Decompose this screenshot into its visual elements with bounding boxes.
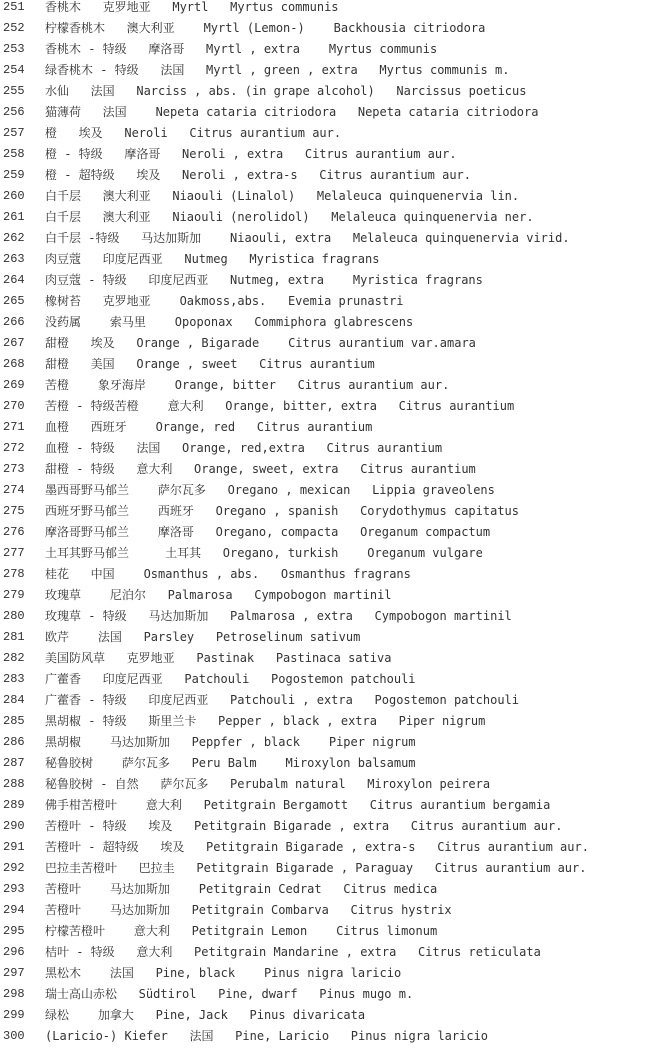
line-number: 268 bbox=[3, 357, 25, 371]
entry-text: 墨西哥野马郁兰 萨尔瓦多 Oregano , mexican Lippia graveolens bbox=[45, 483, 495, 497]
entry-text: 摩洛哥野马郁兰 摩洛哥 Oregano, compacta Oreganum compactum bbox=[45, 525, 491, 539]
entry-text: 白千层 -特级 马达加斯加 Niaouli, extra Melaleuca quinquenervia virid. bbox=[45, 231, 570, 245]
entry-text: 西班牙野马郁兰 西班牙 Oregano , spanish Corydothymus capitatus bbox=[45, 504, 520, 518]
entry-text: 橙 - 超特级 埃及 Neroli , extra-s Citrus aurantium aur. bbox=[45, 168, 472, 182]
list-item bbox=[0, 270, 667, 291]
line-number: 282 bbox=[3, 651, 25, 665]
entry-text: 白千层 澳大利亚 Niaouli (Linalol) Melaleuca quinquenervia lin. bbox=[45, 189, 520, 203]
entry-text: 水仙 法国 Narciss , abs. (in grape alcohol) Narcissus poeticus bbox=[45, 84, 527, 98]
entry-text: 甜橙 埃及 Orange , Bigarade Citrus aurantium var.amara bbox=[45, 336, 476, 350]
list-item bbox=[0, 0, 667, 18]
list-item bbox=[0, 795, 667, 816]
line-number: 253 bbox=[3, 42, 25, 56]
entry-text: 苦橙 - 特级苦橙 意大利 Orange, bitter, extra Citrus aurantium bbox=[45, 399, 515, 413]
entry-text: 黑胡椒 - 特级 斯里兰卡 Pepper , black , extra Piper nigrum bbox=[45, 714, 486, 728]
entry-text: 苦橙叶 - 超特级 埃及 Petitgrain Bigarade , extra-s Citrus aurantium aur. bbox=[45, 840, 589, 854]
line-number: 284 bbox=[3, 693, 25, 707]
list-item bbox=[0, 102, 667, 123]
line-number: 283 bbox=[3, 672, 25, 686]
list-item bbox=[0, 1005, 667, 1026]
entry-text: 欧芹 法国 Parsley Petroselinum sativum bbox=[45, 630, 361, 644]
list-item bbox=[0, 375, 667, 396]
entry-text: 白千层 澳大利亚 Niaouli (nerolidol) Melaleuca quinquenervia ner. bbox=[45, 210, 534, 224]
line-number: 266 bbox=[3, 315, 25, 329]
line-number: 254 bbox=[3, 63, 25, 77]
line-number: 261 bbox=[3, 210, 25, 224]
list-item bbox=[0, 858, 667, 879]
list-item bbox=[0, 39, 667, 60]
entry-text: (Laricio-) Kiefer 法国 Pine, Laricio Pinus nigra laricio bbox=[45, 1029, 489, 1043]
line-number: 258 bbox=[3, 147, 25, 161]
entry-text: 苦橙叶 马达加斯加 Petitgrain Combarva Citrus hystrix bbox=[45, 903, 452, 917]
entry-text: 血橙 西班牙 Orange, red Citrus aurantium bbox=[45, 420, 373, 434]
list-item bbox=[0, 144, 667, 165]
entry-text: 黑松木 法国 Pine, black Pinus nigra laricio bbox=[45, 966, 402, 980]
line-number: 275 bbox=[3, 504, 25, 518]
entry-text: 甜橙 - 特级 意大利 Orange, sweet, extra Citrus aurantium bbox=[45, 462, 476, 476]
entry-text: 秘鲁胶树 萨尔瓦多 Peru Balm Miroxylon balsamum bbox=[45, 756, 416, 770]
entry-text: 佛手柑苦橙叶 意大利 Petitgrain Bergamott Citrus aurantium bergamia bbox=[45, 798, 551, 812]
list-item bbox=[0, 186, 667, 207]
line-number: 251 bbox=[3, 0, 25, 14]
line-number: 252 bbox=[3, 21, 25, 35]
line-number: 269 bbox=[3, 378, 25, 392]
list-item bbox=[0, 312, 667, 333]
list-item bbox=[0, 417, 667, 438]
list-item bbox=[0, 501, 667, 522]
entry-text: 苦橙叶 马达加斯加 Petitgrain Cedrat Citrus medica bbox=[45, 882, 438, 896]
entry-text: 柠檬香桃木 澳大利亚 Myrtl (Lemon-) Backhousia citriodora bbox=[45, 21, 486, 35]
line-number: 286 bbox=[3, 735, 25, 749]
line-number: 277 bbox=[3, 546, 25, 560]
line-number: 260 bbox=[3, 189, 25, 203]
list-item bbox=[0, 333, 667, 354]
line-number: 278 bbox=[3, 567, 25, 581]
line-number: 267 bbox=[3, 336, 25, 350]
list-item bbox=[0, 942, 667, 963]
entry-text: 玫瑰草 - 特级 马达加斯加 Palmarosa , extra Cympobogon martinil bbox=[45, 609, 512, 623]
list-item bbox=[0, 354, 667, 375]
entry-text: 广藿香 - 特级 印度尼西亚 Patchouli , extra Pogostemon patchouli bbox=[45, 693, 520, 707]
list-item bbox=[0, 879, 667, 900]
entry-text: 没药属 索马里 Opoponax Commiphora glabrescens bbox=[45, 315, 414, 329]
entry-text: 柠檬苦橙叶 意大利 Petitgrain Lemon Citrus limonum bbox=[45, 924, 438, 938]
entry-text: 苦橙 象牙海岸 Orange, bitter Citrus aurantium aur. bbox=[45, 378, 450, 392]
line-number: 297 bbox=[3, 966, 25, 980]
line-number: 256 bbox=[3, 105, 25, 119]
list-item bbox=[0, 648, 667, 669]
line-number: 262 bbox=[3, 231, 25, 245]
line-number: 289 bbox=[3, 798, 25, 812]
entry-text: 美国防风草 克罗地亚 Pastinak Pastinaca sativa bbox=[45, 651, 392, 665]
list-item bbox=[0, 459, 667, 480]
line-number: 274 bbox=[3, 483, 25, 497]
list-item bbox=[0, 753, 667, 774]
entry-text: 香桃木 克罗地亚 Myrtl Myrtus communis bbox=[45, 0, 339, 14]
list-item bbox=[0, 816, 667, 837]
line-number: 291 bbox=[3, 840, 25, 854]
line-number: 281 bbox=[3, 630, 25, 644]
line-number: 264 bbox=[3, 273, 25, 287]
list-item bbox=[0, 165, 667, 186]
entry-text: 血橙 - 特级 法国 Orange, red,extra Citrus aurantium bbox=[45, 441, 443, 455]
entry-text: 猫薄荷 法国 Nepeta cataria citriodora Nepeta cataria citriodora bbox=[45, 105, 539, 119]
line-number: 273 bbox=[3, 462, 25, 476]
line-number: 272 bbox=[3, 441, 25, 455]
list-item bbox=[0, 522, 667, 543]
list-item bbox=[0, 18, 667, 39]
line-number: 288 bbox=[3, 777, 25, 791]
line-number: 257 bbox=[3, 126, 25, 140]
list-item bbox=[0, 900, 667, 921]
list-item bbox=[0, 207, 667, 228]
list-item bbox=[0, 669, 667, 690]
list-item bbox=[0, 438, 667, 459]
entry-text: 广藿香 印度尼西亚 Patchouli Pogostemon patchouli bbox=[45, 672, 416, 686]
entry-text: 绿香桃木 - 特级 法国 Myrtl , green , extra Myrtus communis m. bbox=[45, 63, 510, 77]
list-item bbox=[0, 480, 667, 501]
line-number: 265 bbox=[3, 294, 25, 308]
entry-text: 苦橙叶 - 特级 埃及 Petitgrain Bigarade , extra Citrus aurantium aur. bbox=[45, 819, 563, 833]
line-number: 290 bbox=[3, 819, 25, 833]
list-item bbox=[0, 396, 667, 417]
line-number: 271 bbox=[3, 420, 25, 434]
line-number: 270 bbox=[3, 399, 25, 413]
list-item bbox=[0, 228, 667, 249]
entry-text: 土耳其野马郁兰 土耳其 Oregano, turkish Oreganum vulgare bbox=[45, 546, 483, 560]
entry-text: 黑胡椒 马达加斯加 Peppfer , black Piper nigrum bbox=[45, 735, 416, 749]
entry-text: 桂花 中国 Osmanthus , abs. Osmanthus fragrans bbox=[45, 567, 411, 581]
line-number: 292 bbox=[3, 861, 25, 875]
list-item bbox=[0, 81, 667, 102]
list-item bbox=[0, 564, 667, 585]
list-item bbox=[0, 585, 667, 606]
list-item bbox=[0, 984, 667, 1005]
entry-text: 桔叶 - 特级 意大利 Petitgrain Mandarine , extra Citrus reticulata bbox=[45, 945, 541, 959]
line-number: 295 bbox=[3, 924, 25, 938]
entry-text: 绿松 加拿大 Pine, Jack Pinus divaricata bbox=[45, 1008, 366, 1022]
list-item bbox=[0, 963, 667, 984]
line-number: 259 bbox=[3, 168, 25, 182]
list-item bbox=[0, 921, 667, 942]
list-item bbox=[0, 543, 667, 564]
list-item bbox=[0, 711, 667, 732]
entry-text: 橡树苔 克罗地亚 Oakmoss,abs. Evemia prunastri bbox=[45, 294, 404, 308]
entry-text: 甜橙 美国 Orange , sweet Citrus aurantium bbox=[45, 357, 375, 371]
entry-text: 香桃木 - 特级 摩洛哥 Myrtl , extra Myrtus communis bbox=[45, 42, 438, 56]
line-number: 296 bbox=[3, 945, 25, 959]
entry-text: 肉豆蔻 印度尼西亚 Nutmeg Myristica fragrans bbox=[45, 252, 380, 266]
entry-text: 肉豆蔻 - 特级 印度尼西亚 Nutmeg, extra Myristica fragrans bbox=[45, 273, 483, 287]
line-number: 298 bbox=[3, 987, 25, 1001]
list-item bbox=[0, 249, 667, 270]
entry-text: 橙 埃及 Neroli Citrus aurantium aur. bbox=[45, 126, 342, 140]
line-number: 276 bbox=[3, 525, 25, 539]
entry-text: 秘鲁胶树 - 自然 萨尔瓦多 Perubalm natural Miroxylon peirera bbox=[45, 777, 491, 791]
line-number: 293 bbox=[3, 882, 25, 896]
line-number: 255 bbox=[3, 84, 25, 98]
line-number: 300 bbox=[3, 1029, 25, 1043]
list-item bbox=[0, 606, 667, 627]
entry-text: 瑞士高山赤松 Südtirol Pine, dwarf Pinus mugo m. bbox=[45, 987, 414, 1001]
entry-text: 橙 - 特级 摩洛哥 Neroli , extra Citrus aurantium aur. bbox=[45, 147, 457, 161]
list-item bbox=[0, 732, 667, 753]
line-number: 285 bbox=[3, 714, 25, 728]
list-item bbox=[0, 123, 667, 144]
list-item bbox=[0, 1026, 667, 1047]
list-item bbox=[0, 837, 667, 858]
list-item bbox=[0, 60, 667, 81]
line-number: 294 bbox=[3, 903, 25, 917]
entry-text: 巴拉圭苦橙叶 巴拉圭 Petitgrain Bigarade , Paraguay Citrus aurantium aur. bbox=[45, 861, 587, 875]
list-item bbox=[0, 291, 667, 312]
line-number: 263 bbox=[3, 252, 25, 266]
line-number: 279 bbox=[3, 588, 25, 602]
line-number: 287 bbox=[3, 756, 25, 770]
list-item bbox=[0, 774, 667, 795]
list-item bbox=[0, 627, 667, 648]
list-item bbox=[0, 690, 667, 711]
line-number: 280 bbox=[3, 609, 25, 623]
entry-text: 玫瑰草 尼泊尔 Palmarosa Cympobogon martinil bbox=[45, 588, 392, 602]
line-number: 299 bbox=[3, 1008, 25, 1022]
